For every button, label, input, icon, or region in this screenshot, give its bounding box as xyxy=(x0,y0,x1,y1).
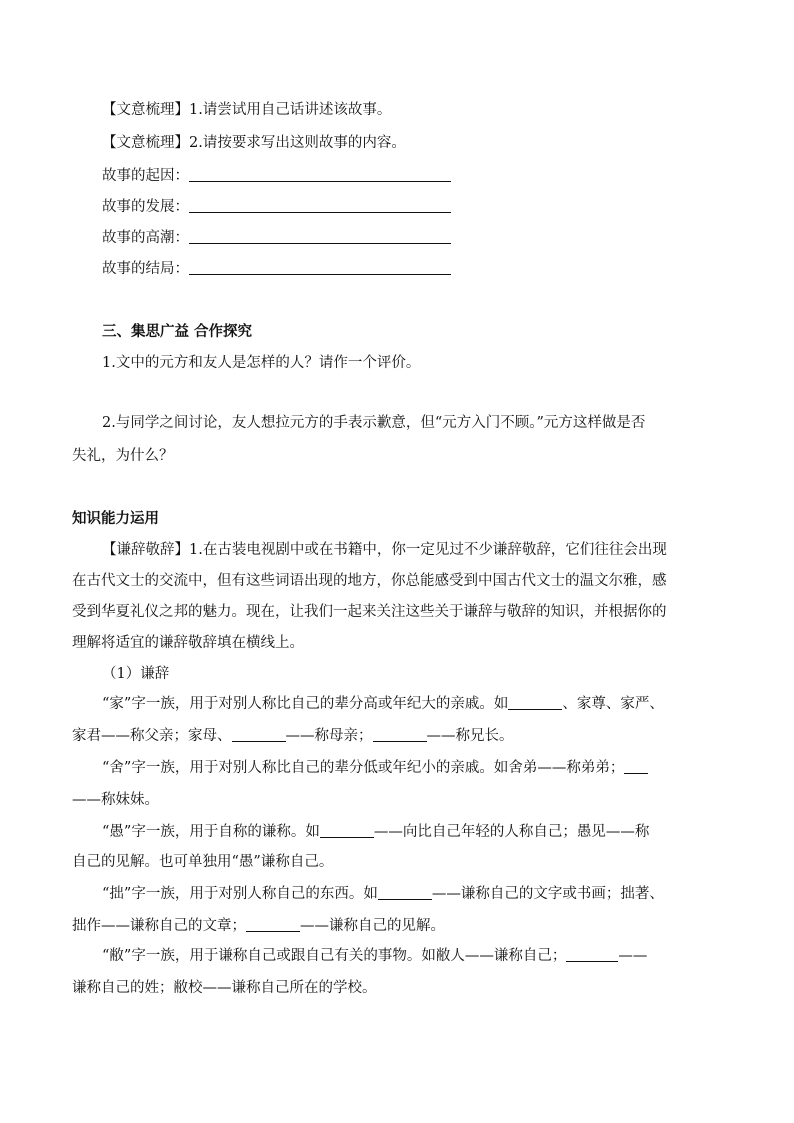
yu-line-1: “愚”字一族，用于自称的谦称。如 ——向比自己年轻的人称自己；愚见——称 xyxy=(102,824,650,840)
knowledge-intro-line-4: 理解将适宜的谦辞敬辞填在横线上。 xyxy=(72,635,304,651)
story-field-development xyxy=(102,197,451,217)
knowledge-intro-line-2: 在古代文士的交流中，但有这些词语出现的地方，你总能感受到中国古代文士的温文尔雅，感 xyxy=(72,573,667,589)
story-field-cause xyxy=(102,166,451,186)
item-text: 1.请尝试用自己话讲述该故事。 xyxy=(189,102,392,118)
story-field-label: 故事的结局： xyxy=(102,261,189,277)
question-2-line-1: 2.与同学之间讨论，友人想拉元方的手表示歉意，但“元方入门不顾。”元方这样做是否 xyxy=(102,415,646,431)
zhuo-line-2: 拙作——谦称自己的文章； ——谦称自己的见解。 xyxy=(72,918,445,934)
sub-heading-modest: （1）谦辞 xyxy=(102,666,170,682)
she-line-1: “舍”字一族，用于对别人称比自己的辈分低或年纪小的亲戚。如舍弟——称弟弟； xyxy=(102,758,648,778)
knowledge-intro-line-3: 受到华夏礼仪之邦的魅力。现在，让我们一起来关注这些关于谦辞与敬辞的知识，并根据你的 xyxy=(72,604,667,620)
answer-blank[interactable] xyxy=(508,694,562,710)
story-field-label: 故事的发展： xyxy=(102,199,189,215)
knowledge-intro-line-1: 【谦辞敬辞】1.在古装电视剧中或在书籍中，你一定见过不少谦辞敬辞，它们往往会出现 xyxy=(102,542,667,558)
reading-item-2 xyxy=(102,133,406,153)
answer-blank[interactable] xyxy=(246,916,300,932)
item-tag: 【文意梳理】 xyxy=(102,135,189,151)
bi-line-1: “敝”字一族，用于谦称自己或跟自己有关的事物。如敝人——谦称自己； —— xyxy=(102,948,648,964)
answer-blank[interactable] xyxy=(232,726,286,742)
story-field-climax xyxy=(102,228,451,248)
answer-blank[interactable] xyxy=(189,259,451,275)
zhuo-line-1: “拙”字一族，用于对别人称自己的东西。如 ——谦称自己的文字或书画；拙著、 xyxy=(102,886,664,902)
item-tag: 【文意梳理】 xyxy=(102,102,189,118)
jia-line-1: “家”字一族，用于对别人称比自己的辈分高或年纪大的亲戚。如 、家尊、家严、 xyxy=(102,696,664,712)
bi-line-2: 谦称自己的姓；敝校——谦称自己所在的学校。 xyxy=(72,980,377,996)
item-text: 2.请按要求写出这则故事的内容。 xyxy=(189,135,406,151)
story-field-ending xyxy=(102,259,451,279)
answer-blank[interactable] xyxy=(373,726,427,742)
question-1: 1.文中的元方和友人是怎样的人？请作一个评价。 xyxy=(102,355,421,371)
jia-line-2: 家君——称父亲；家母、 ——称母亲； ——称兄长。 xyxy=(72,728,514,744)
answer-blank[interactable] xyxy=(189,228,451,244)
answer-blank[interactable] xyxy=(320,822,374,838)
knowledge-heading: 知识能力运用 xyxy=(72,510,159,527)
item-tag: 【谦辞敬辞】 xyxy=(102,542,189,558)
story-field-label: 故事的高潮： xyxy=(102,230,189,246)
reading-item-1 xyxy=(102,100,391,120)
story-field-label: 故事的起因： xyxy=(102,168,189,184)
answer-blank[interactable] xyxy=(189,197,451,213)
answer-blank[interactable] xyxy=(378,884,432,900)
she-line-2: ——称妹妹。 xyxy=(72,792,159,808)
answer-blank[interactable] xyxy=(624,758,648,774)
answer-blank[interactable] xyxy=(189,166,451,182)
answer-blank[interactable] xyxy=(566,946,618,962)
question-2-line-2: 失礼，为什么？ xyxy=(72,448,174,464)
yu-line-2: 自己的见解。也可单独用“愚”谦称自己。 xyxy=(72,854,334,870)
section-three-heading: 三、集思广益 合作探究 xyxy=(102,323,253,340)
